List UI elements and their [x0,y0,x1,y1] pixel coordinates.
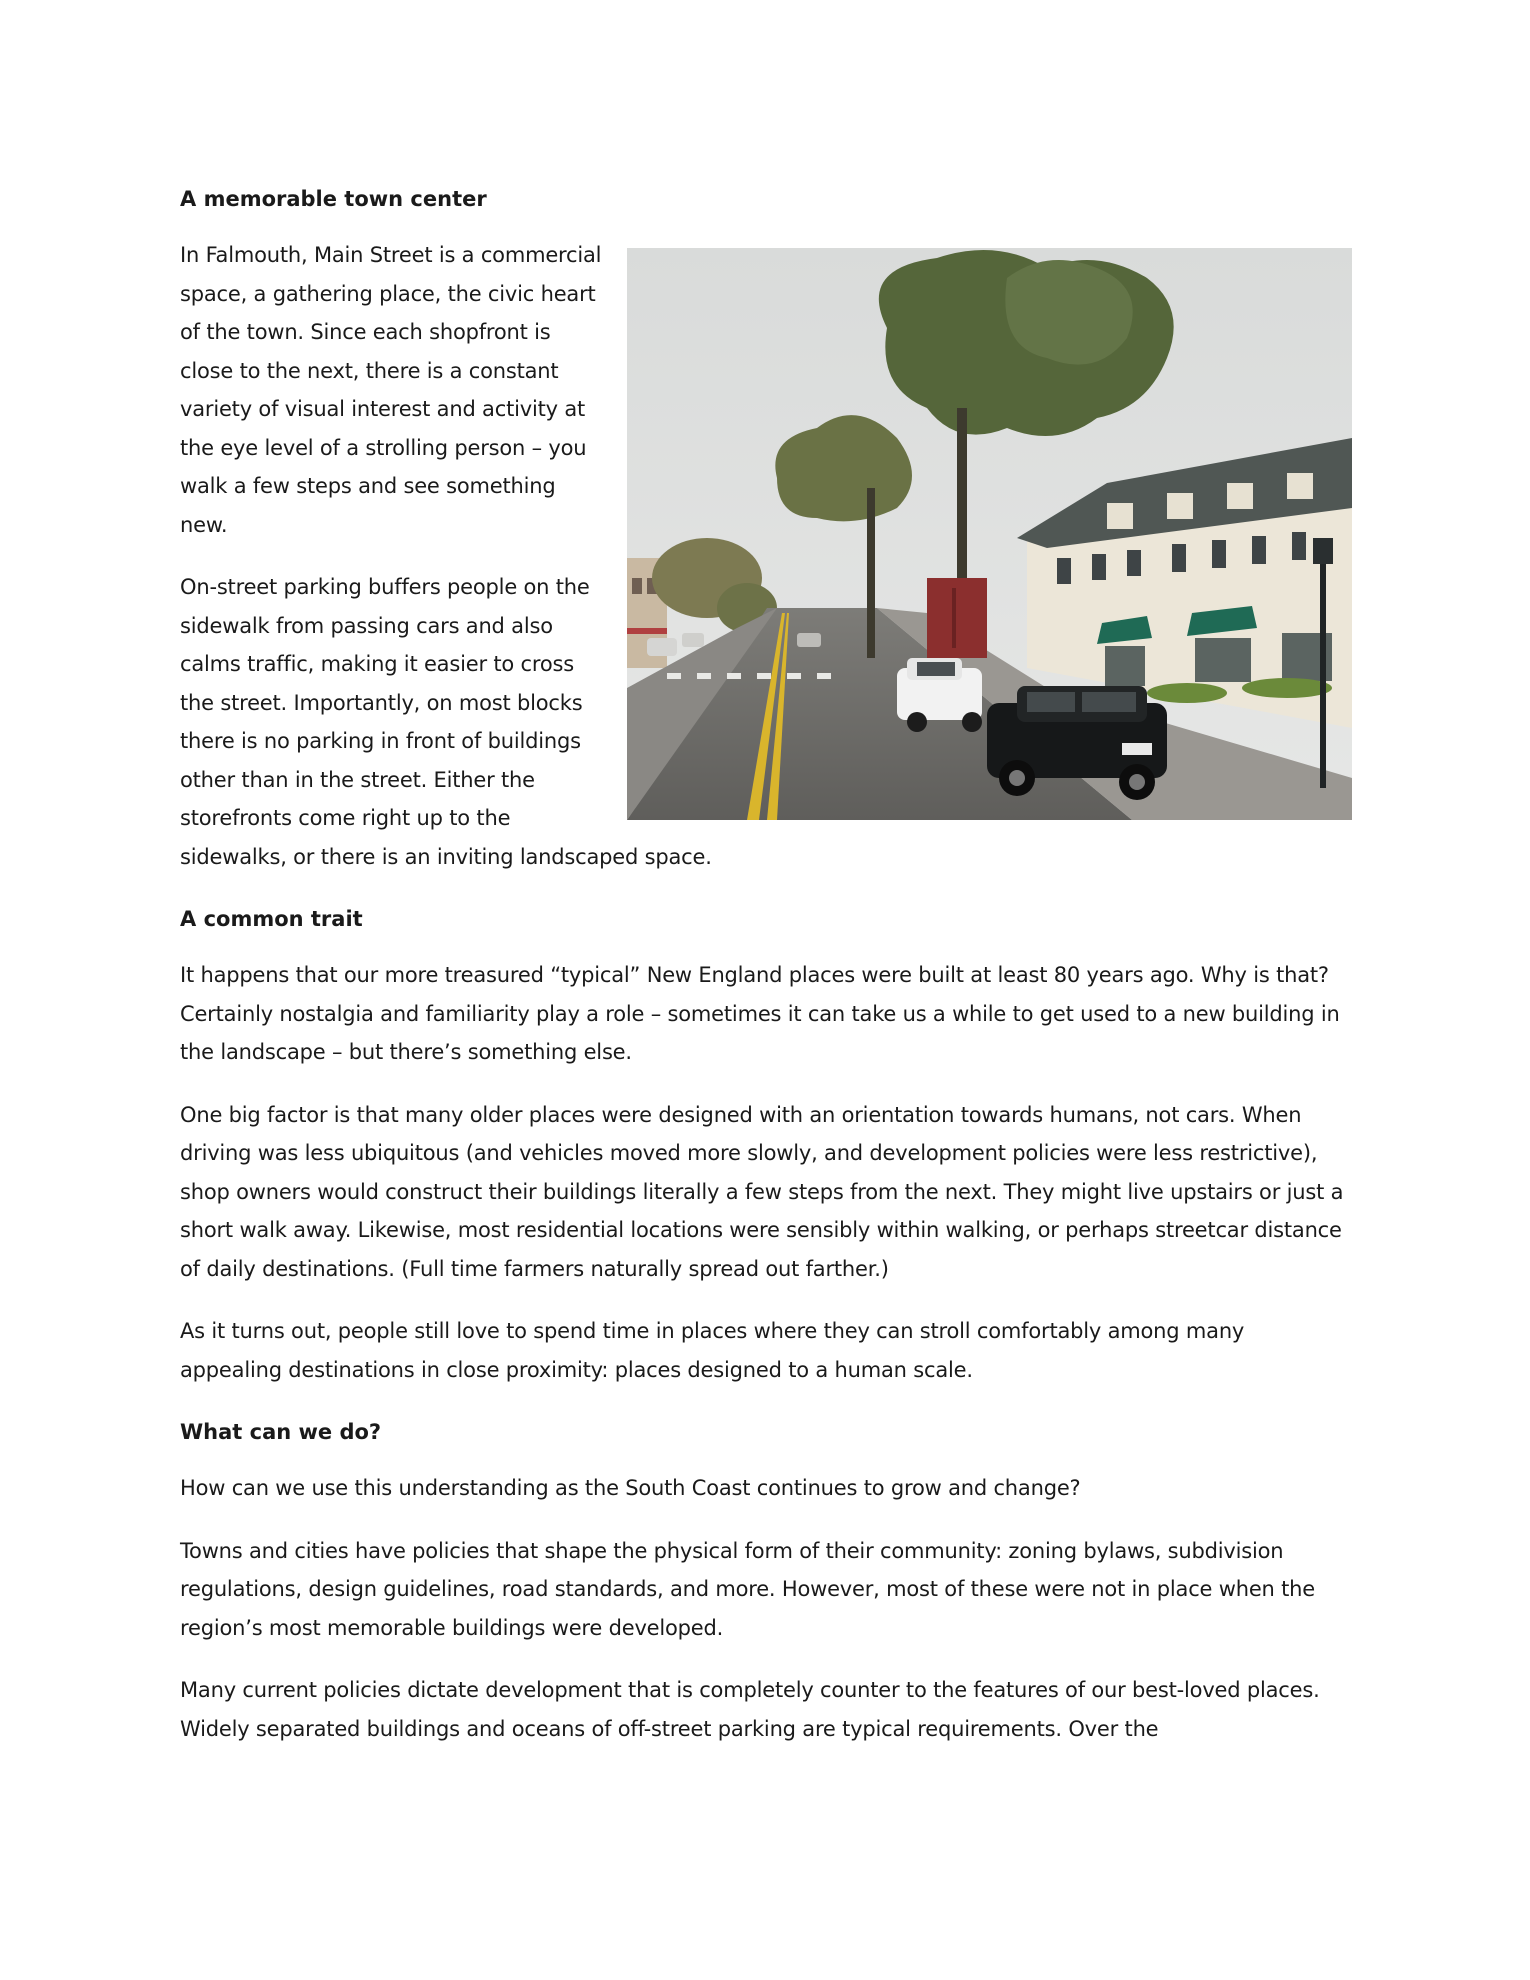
paragraph-8: Many current policies dictate development that is completely counter to the features of our best-loved places. Widely separated buildings and oceans of off-street parking are typical requirements. Over the [180,1678,1320,1741]
paragraph-2: On-street parking buffers people on the sidewalk from passing cars and also calms traffic, making it easier to cross the street. Importantly, on most blocks there is no parking in front of buildings other than in the street. Either the storefronts come right up to the sidewalks, or there is an inviting landscaped space. [180,575,712,869]
document-page [180,180,1352,1772]
paragraph-6: How can we use this understanding as the South Coast continues to grow and change? [180,1476,1081,1500]
heading-common-trait: A common trait [180,907,363,931]
main-street-photo [627,248,1352,820]
heading-memorable-town-center: A memorable town center [180,187,487,211]
paragraph-3: It happens that our more treasured “typical” New England places were built at least 80 years ago. Why is that? Certainly nostalgia and familiarity play a role – sometimes it can take us a while to get used to a new building in the landscape – but there’s something else. [180,963,1340,1064]
paragraph-4: One big factor is that many older places were designed with an orientation towards humans, not cars. When driving was less ubiquitous (and vehicles moved more slowly, and development policies were less restrictive), shop owners would construct their buildings literally a few steps from the next. They might live upstairs or just a short walk away. Likewise, most residential locations were sensibly within walking, or perhaps streetcar distance of daily destinations. (Full time farmers naturally spread out farther.) [180,1102,1344,1281]
paragraph-7: Towns and cities have policies that shape the physical form of their community: zoning bylaws, subdivision regulations, design guidelines, road standards, and more. However, most of these were not in place when the region’s most memorable buildings were developed. [180,1538,1315,1640]
heading-what-can-we-do: What can we do? [180,1420,382,1444]
paragraph-1: In Falmouth, Main Street is a commercial space, a gathering place, the civic heart of the town. Since each shopfront is close to the next, there is a constant variety of visual interest and activity at the eye level of a strolling person – you walk a few steps and see something new. [180,243,602,537]
paragraph-5: As it turns out, people still love to spend time in places where they can stroll comfortably among many appealing destinations in close proximity: places designed to a human scale. [180,1319,1245,1382]
